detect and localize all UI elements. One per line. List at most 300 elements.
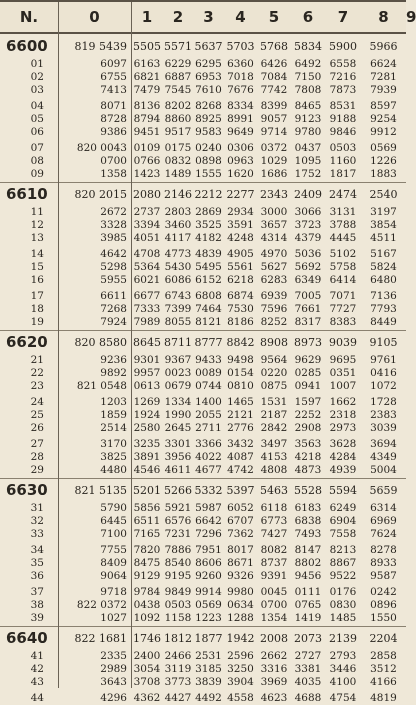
cell-col-6: 1419 [294, 612, 322, 624]
cell-col-6: 1752 [294, 168, 322, 180]
cell-col-5: 4808 [260, 464, 288, 476]
cell-col-4: 3591 [227, 219, 254, 231]
cell-col-2: 1334 [164, 396, 192, 408]
cell-col-0: 4296 [100, 692, 127, 704]
row-number: 22 [30, 367, 44, 379]
cell-col-4: 5703 [226, 40, 255, 53]
cell-col-7: 4284 [329, 451, 357, 463]
cell-col-0: 821 0548 [76, 380, 127, 392]
cell-col-2: 3460 [164, 219, 192, 231]
cell-col-4: 3250 [227, 663, 254, 675]
cell-col-6: 2252 [294, 409, 322, 421]
row-number: 42 [30, 663, 44, 675]
cell-col-1: 7989 [133, 316, 161, 328]
cell-col-6: 7150 [294, 71, 322, 83]
cell-col-6: 2409 [294, 188, 322, 201]
cell-col-7: 7558 [329, 528, 357, 540]
cell-col-6: 5692 [294, 261, 322, 273]
cell-col-1: 1269 [133, 396, 161, 408]
table-row [0, 113, 406, 126]
cell-col-5: 2343 [260, 188, 288, 201]
cell-col-5: 4623 [260, 692, 288, 704]
cell-col-3: 3185 [195, 663, 222, 675]
table-row [0, 544, 406, 557]
cell-col-3: 6953 [195, 71, 222, 83]
cell-col-7: 6558 [329, 58, 357, 70]
header-col-0: 0 [89, 8, 100, 26]
cell-col-4: 4087 [227, 451, 254, 463]
cell-col-8: 6969 [370, 515, 397, 527]
cell-col-7: 2318 [329, 409, 357, 421]
row-number: 02 [30, 71, 44, 83]
cell-col-8: 5659 [369, 484, 398, 497]
cell-col-5: 3316 [260, 663, 288, 675]
cell-col-5: 1686 [260, 168, 288, 180]
cell-col-0: 819 5439 [74, 40, 127, 53]
cell-col-8: 9761 [370, 354, 397, 366]
cell-col-1: 1092 [133, 612, 161, 624]
cell-col-0: 9892 [100, 367, 127, 379]
cell-col-1: 4362 [133, 692, 161, 704]
cell-col-1: 9129 [133, 570, 161, 582]
table-row [0, 599, 406, 612]
cell-col-3: 8925 [195, 113, 222, 125]
cell-col-8: 4511 [370, 232, 397, 244]
row-number: 34 [30, 544, 44, 556]
cell-col-2: 8711 [164, 336, 192, 349]
cell-col-6: 2727 [294, 650, 322, 662]
cell-col-2: 2803 [164, 206, 192, 218]
cell-col-0: 2514 [100, 422, 127, 434]
cell-col-0: 3328 [100, 219, 127, 231]
table-row [0, 100, 406, 113]
cell-col-2: 3956 [164, 451, 192, 463]
cell-col-4: 0154 [227, 367, 254, 379]
cell-col-8: 9254 [370, 113, 397, 125]
cell-col-6: 6838 [294, 515, 322, 527]
cell-col-3: 8777 [194, 336, 223, 349]
cell-col-8: 8449 [370, 316, 397, 328]
table-row [0, 663, 406, 676]
row-number: 24 [30, 396, 44, 408]
cell-col-1: 4051 [133, 232, 161, 244]
cell-col-2: 4427 [164, 692, 192, 704]
cell-col-1: 8645 [133, 336, 161, 349]
cell-col-6: 5528 [294, 484, 322, 497]
row-number: 12 [30, 219, 44, 231]
cell-col-3: 4492 [195, 692, 222, 704]
cell-col-6: 6349 [294, 274, 322, 286]
table-row [0, 37, 406, 55]
cell-col-0: 7413 [100, 84, 127, 96]
cell-col-4: 1942 [226, 632, 255, 645]
cell-col-6: 3723 [294, 219, 322, 231]
cell-col-4: 9498 [227, 354, 254, 366]
cell-col-2: 7545 [164, 84, 192, 96]
cell-col-5: 5768 [260, 40, 288, 53]
row-number: 37 [30, 586, 44, 598]
row-number: 32 [30, 515, 44, 527]
cell-col-7: 7727 [329, 303, 357, 315]
cell-col-3: 8121 [195, 316, 222, 328]
cell-col-5: 9714 [260, 126, 288, 138]
table-row [0, 586, 406, 599]
cell-col-1: 4546 [133, 464, 161, 476]
cell-col-3: 4182 [195, 232, 222, 244]
row-number: 36 [30, 570, 44, 582]
cell-col-6: 6492 [294, 58, 322, 70]
cell-col-2: 6743 [164, 290, 192, 302]
cell-col-2: 7886 [164, 544, 192, 556]
cell-col-4: 8842 [226, 336, 255, 349]
cell-col-8: 7136 [370, 290, 397, 302]
cell-col-3: 5637 [194, 40, 223, 53]
cell-col-7: 9522 [329, 570, 357, 582]
cell-col-2: 3301 [164, 438, 192, 450]
cell-col-4: 6052 [227, 502, 254, 514]
cell-col-3: 4677 [195, 464, 222, 476]
cell-col-5: 0700 [260, 599, 288, 611]
row-number: 07 [30, 142, 44, 154]
cell-col-7: 3131 [329, 206, 357, 218]
cell-col-3: 8268 [195, 100, 222, 112]
cell-col-1: 6677 [133, 290, 161, 302]
cell-col-8: 2540 [369, 188, 398, 201]
table-row [0, 155, 406, 168]
cell-col-3: 7951 [195, 544, 222, 556]
cell-col-4: 8017 [227, 544, 254, 556]
cell-col-0: 7100 [100, 528, 127, 540]
cell-col-1: 7820 [133, 544, 161, 556]
cell-col-8: 2383 [370, 409, 397, 421]
cell-col-7: 6414 [329, 274, 357, 286]
cell-col-2: 0175 [164, 142, 192, 154]
cell-col-0: 2672 [100, 206, 127, 218]
cell-col-2: 1812 [164, 632, 192, 645]
cell-col-0: 1203 [100, 396, 127, 408]
cell-col-8: 7793 [370, 303, 397, 315]
cell-col-0: 1859 [100, 409, 127, 421]
cell-col-0: 6097 [100, 58, 127, 70]
cell-col-7: 2973 [329, 422, 357, 434]
cell-col-2: 8055 [164, 316, 192, 328]
cell-col-7: 7071 [329, 290, 357, 302]
cell-col-7: 2474 [329, 188, 357, 201]
cell-col-7: 7216 [329, 71, 357, 83]
row-number: 17 [30, 290, 44, 302]
cell-col-1: 7479 [133, 84, 161, 96]
cell-col-5: 3969 [260, 676, 288, 688]
cell-col-6: 8465 [294, 100, 322, 112]
cell-col-7: 5102 [329, 248, 357, 260]
table-row [0, 126, 406, 139]
cell-col-5: 1531 [260, 396, 288, 408]
cell-col-8: 6624 [370, 58, 397, 70]
cell-col-7: 2139 [329, 632, 357, 645]
cell-col-5: 8908 [260, 336, 288, 349]
cell-col-0: 0700 [100, 155, 127, 167]
cell-col-0: 6445 [100, 515, 127, 527]
cell-col-5: 8082 [260, 544, 288, 556]
cell-col-8: 4166 [370, 676, 397, 688]
row-number: 09 [30, 168, 44, 180]
group-divider [0, 626, 406, 627]
cell-col-1: 2737 [133, 206, 161, 218]
cell-col-2: 8540 [164, 557, 192, 569]
table-row [0, 290, 406, 303]
cell-col-4: 5397 [226, 484, 255, 497]
cell-col-1: 5364 [133, 261, 161, 273]
cell-col-1: 5201 [133, 484, 161, 497]
cell-col-0: 4642 [100, 248, 127, 260]
cell-col-4: 2776 [227, 422, 254, 434]
cell-col-5: 2008 [260, 632, 288, 645]
cell-col-1: 9301 [133, 354, 161, 366]
cell-col-4: 4905 [227, 248, 254, 260]
cell-col-7: 5900 [329, 40, 357, 53]
table-row [0, 409, 406, 422]
cell-col-8: 5004 [370, 464, 397, 476]
row-number: 15 [30, 261, 44, 273]
cell-col-4: 3432 [227, 438, 254, 450]
cell-col-7: 6904 [329, 515, 357, 527]
cell-col-7: 0176 [329, 586, 357, 598]
cell-col-5: 7742 [260, 84, 288, 96]
cell-col-5: 0045 [260, 586, 288, 598]
cell-col-8: 4819 [370, 692, 397, 704]
cell-col-4: 5561 [227, 261, 254, 273]
cell-col-3: 4022 [195, 451, 222, 463]
cell-col-8: 0896 [370, 599, 397, 611]
cell-col-1: 2580 [133, 422, 161, 434]
cell-col-2: 8202 [164, 100, 192, 112]
cell-col-5: 2662 [260, 650, 288, 662]
table-row [0, 557, 406, 570]
cell-col-5: 1029 [260, 155, 288, 167]
cell-col-5: 3000 [260, 206, 288, 218]
cell-col-6: 0765 [294, 599, 322, 611]
cell-col-0: 7924 [100, 316, 127, 328]
cell-col-5: 6939 [260, 290, 288, 302]
cell-col-0: 820 8580 [74, 336, 127, 349]
cell-col-2: 1489 [164, 168, 192, 180]
table-row [0, 612, 406, 625]
cell-col-5: 6283 [260, 274, 288, 286]
table-row [0, 481, 406, 499]
cell-col-3: 5987 [195, 502, 222, 514]
row-number: 13 [30, 232, 44, 244]
table-row [0, 232, 406, 245]
cell-col-2: 3119 [164, 663, 192, 675]
cell-col-0: 821 5135 [74, 484, 127, 497]
cell-col-0: 3170 [100, 438, 127, 450]
cell-col-7: 8383 [329, 316, 357, 328]
header-col-5: 5 [268, 8, 280, 26]
cell-col-1: 7165 [133, 528, 161, 540]
cell-col-8: 5167 [370, 248, 397, 260]
cell-col-0: 3643 [100, 676, 127, 688]
cell-col-1: 6163 [133, 58, 161, 70]
cell-col-2: 1990 [164, 409, 192, 421]
cell-col-7: 1007 [329, 380, 357, 392]
table-row [0, 502, 406, 515]
cell-col-1: 6511 [133, 515, 161, 527]
cell-col-7: 1160 [329, 155, 357, 167]
cell-col-5: 8252 [260, 316, 288, 328]
cell-col-4: 4742 [227, 464, 254, 476]
cell-col-1: 9451 [133, 126, 161, 138]
cell-col-0: 822 0372 [76, 599, 127, 611]
cell-col-1: 6821 [133, 71, 161, 83]
table-row [0, 380, 406, 393]
cell-col-8: 7281 [370, 71, 397, 83]
row-number: 39 [30, 612, 44, 624]
cell-col-7: 8531 [329, 100, 357, 112]
cell-col-1: 1746 [133, 632, 161, 645]
table-row [0, 274, 406, 287]
cell-col-1: 8136 [133, 100, 161, 112]
cell-col-4: 2596 [227, 650, 254, 662]
cell-col-3: 2869 [195, 206, 222, 218]
cell-col-4: 1465 [227, 396, 254, 408]
cell-col-0: 3985 [100, 232, 127, 244]
cell-col-3: 2055 [195, 409, 222, 421]
cell-col-2: 7399 [164, 303, 192, 315]
cell-col-0: 9064 [100, 570, 127, 582]
cell-col-6: 3563 [294, 438, 322, 450]
cell-col-7: 9695 [329, 354, 357, 366]
table-row [0, 451, 406, 464]
cell-col-8: 0416 [370, 367, 397, 379]
cell-col-2: 0503 [164, 599, 192, 611]
cell-col-3: 5495 [195, 261, 222, 273]
cell-col-8: 1072 [370, 380, 397, 392]
row-number: 08 [30, 155, 44, 167]
cell-col-8: 1728 [370, 396, 397, 408]
cell-col-1: 9784 [133, 586, 161, 598]
row-number: 03 [30, 84, 44, 96]
cell-col-2: 4773 [164, 248, 192, 260]
cell-col-2: 6086 [164, 274, 192, 286]
table-row [0, 142, 406, 155]
cell-col-4: 6218 [227, 274, 254, 286]
cell-col-2: 5430 [164, 261, 192, 273]
cell-col-8: 0569 [370, 142, 397, 154]
table-row [0, 629, 406, 647]
cell-col-1: 3708 [133, 676, 161, 688]
header-col-8: 8 [378, 8, 389, 26]
cell-col-4: 1288 [227, 612, 254, 624]
cell-col-0: 5955 [100, 274, 127, 286]
cell-col-3: 0898 [195, 155, 222, 167]
cell-col-2: 8860 [164, 113, 192, 125]
cell-col-1: 0109 [133, 142, 161, 154]
cell-col-1: 3891 [133, 451, 161, 463]
row-number: 6600 [6, 37, 48, 55]
row-number: 27 [30, 438, 44, 450]
cell-col-7: 0351 [329, 367, 357, 379]
cell-col-3: 7610 [195, 84, 222, 96]
cell-col-8: 9587 [370, 570, 397, 582]
cell-col-2: 2146 [164, 188, 192, 201]
cell-col-6: 0285 [294, 367, 322, 379]
cell-col-7: 0503 [329, 142, 357, 154]
cell-col-6: 5834 [294, 40, 322, 53]
cell-col-6: 2073 [294, 632, 322, 645]
cell-col-0: 6755 [100, 71, 127, 83]
cell-col-5: 6118 [260, 502, 288, 514]
cell-col-7: 8867 [329, 557, 357, 569]
cell-col-6: 8317 [294, 316, 322, 328]
table-row [0, 354, 406, 367]
cell-col-0: 820 2015 [74, 188, 127, 201]
cell-col-8: 3512 [370, 663, 397, 675]
row-number: 06 [30, 126, 44, 138]
cell-col-4: 6360 [227, 58, 254, 70]
cell-col-7: 5594 [329, 484, 357, 497]
cell-col-3: 1223 [195, 612, 222, 624]
cell-col-0: 8071 [100, 100, 127, 112]
table-row [0, 261, 406, 274]
cell-col-4: 0963 [227, 155, 254, 167]
cell-col-6: 6183 [294, 502, 322, 514]
cell-col-5: 9057 [260, 113, 288, 125]
cell-col-5: 5627 [260, 261, 288, 273]
table-row [0, 316, 406, 329]
table-row [0, 248, 406, 261]
cell-col-3: 6295 [195, 58, 222, 70]
cell-col-4: 7676 [227, 84, 254, 96]
cell-col-6: 0437 [294, 142, 322, 154]
cell-col-7: 1485 [329, 612, 357, 624]
cell-col-4: 0306 [227, 142, 254, 154]
row-number: 41 [30, 650, 44, 662]
cell-col-0: 2335 [100, 650, 127, 662]
cell-col-6: 4035 [294, 676, 322, 688]
cell-col-1: 3394 [133, 219, 161, 231]
cell-col-4: 2277 [226, 188, 255, 201]
cell-col-3: 0089 [195, 367, 222, 379]
table-row [0, 84, 406, 97]
cell-col-5: 9564 [260, 354, 288, 366]
cell-col-7: 0830 [329, 599, 357, 611]
table-row [0, 528, 406, 541]
cell-col-6: 8147 [294, 544, 322, 556]
cell-col-8: 8933 [370, 557, 397, 569]
cell-col-6: 3066 [294, 206, 322, 218]
cell-col-1: 1423 [133, 168, 161, 180]
cell-col-4: 7362 [227, 528, 254, 540]
cell-col-3: 1400 [195, 396, 222, 408]
cell-col-6: 9629 [294, 354, 322, 366]
row-number: 25 [30, 409, 44, 421]
cell-col-3: 9914 [195, 586, 222, 598]
cell-col-4: 1620 [227, 168, 254, 180]
cell-col-4: 7530 [227, 303, 254, 315]
cell-col-1: 0766 [133, 155, 161, 167]
cell-col-0: 7755 [100, 544, 127, 556]
cell-col-0: 9236 [100, 354, 127, 366]
cell-col-2: 0679 [164, 380, 192, 392]
row-number: 19 [30, 316, 44, 328]
cell-col-7: 5758 [329, 261, 357, 273]
cell-col-4: 2121 [227, 409, 254, 421]
group-divider [0, 182, 406, 183]
cell-col-1: 5505 [133, 40, 161, 53]
cell-col-2: 9849 [164, 586, 192, 598]
cell-col-3: 7464 [195, 303, 222, 315]
row-number: 43 [30, 676, 44, 688]
